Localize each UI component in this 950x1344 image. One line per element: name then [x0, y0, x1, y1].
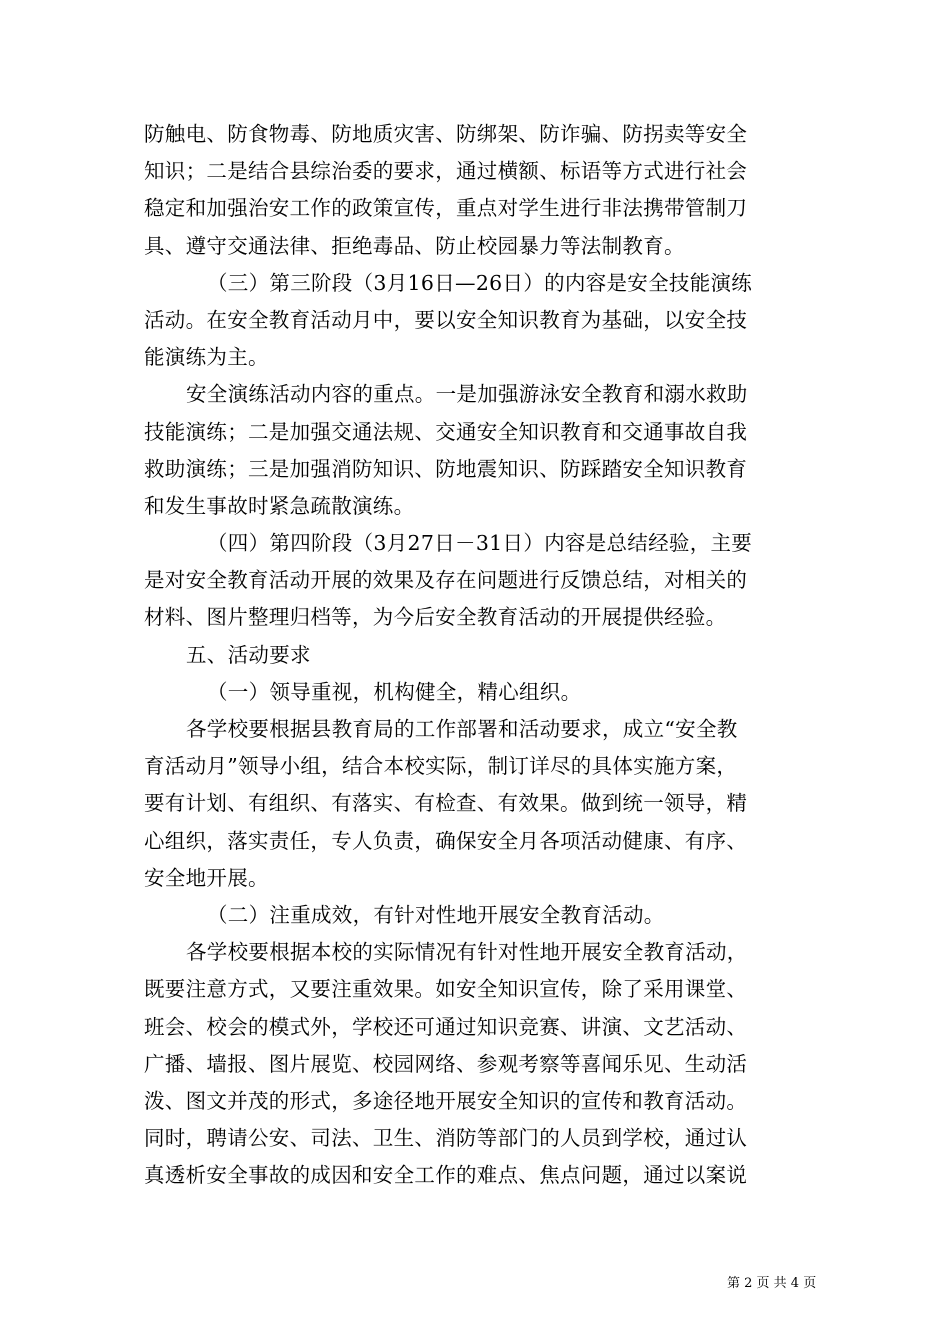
text-line: 安全地开展。 [144, 865, 269, 890]
text-line: 和发生事故时紧急疏散演练。 [144, 493, 415, 518]
text-line: 真透析安全事故的成因和安全工作的难点、焦点问题，通过以案说 [144, 1163, 748, 1188]
text-line: 具、遵守交通法律、拒绝毒品、防止校园暴力等法制教育。 [144, 233, 685, 258]
text-line: 五、活动要求 [186, 642, 311, 667]
text-line: 泼、图文并茂的形式，多途径地开展安全知识的宣传和教育活动。 [144, 1088, 748, 1113]
text-line: 活动。在安全教育活动月中，要以安全知识教育为基础，以安全技 [144, 307, 748, 332]
text-line: 防触电、防食物毒、防地质灾害、防绑架、防诈骗、防拐卖等安全 [144, 122, 748, 146]
text-line: 材料、图片整理归档等，为今后安全教育活动的开展提供经验。 [144, 605, 727, 630]
text-line: 知识；二是结合县综治委的要求，通过横额、标语等方式进行社会 [144, 159, 748, 184]
text-line: 广播、墙报、图片展览、校园网络、参观考察等喜闻乐见、生动活 [144, 1051, 748, 1076]
text-line: 技能演练；二是加强交通法规、交通安全知识教育和交通事故自我 [144, 419, 748, 444]
text-line: 班会、校会的模式外，学校还可通过知识竞赛、讲演、文艺活动、 [144, 1014, 748, 1039]
text-line: 稳定和加强治安工作的政策宣传，重点对学生进行非法携带管制刀 [144, 196, 748, 221]
text-line: 同时，聘请公安、司法、卫生、消防等部门的人员到学校，通过认 [144, 1126, 748, 1151]
text-line: （二）注重成效，有针对性地开展安全教育活动。 [207, 902, 665, 927]
text-line: （三）第三阶段（3月16日—26日）的内容是安全技能演练 [207, 270, 753, 295]
text-line: 救助演练；三是加强消防知识、防地震知识、防踩踏安全知识教育 [144, 456, 748, 481]
document-body [144, 116, 808, 1194]
text-line: 能演练为主。 [144, 345, 269, 370]
text-line: 既要注意方式，又要注重效果。如安全知识宣传，除了采用课堂、 [144, 977, 748, 1002]
text-line: （四）第四阶段（3月27日－31日）内容是总结经验，主要 [207, 531, 753, 556]
text-line: 是对安全教育活动开展的效果及存在问题进行反馈总结，对相关的 [144, 568, 748, 593]
text-line: （一）领导重视，机构健全，精心组织。 [207, 679, 582, 704]
text-line: 育活动月”领导小组，结合本校实际，制订详尽的具体实施方案， [144, 754, 738, 779]
text-line: 心组织，落实责任，专人负责，确保安全月各项活动健康、有序、 [144, 828, 748, 853]
text-line: 要有计划、有组织、有落实、有检查、有效果。做到统一领导，精 [144, 791, 748, 816]
text-line: 各学校要根据本校的实际情况有针对性地开展安全教育活动， [186, 940, 748, 965]
text-line: 各学校要根据县教育局的工作部署和活动要求，成立“安全教 [186, 717, 738, 741]
page-number: 第 2 页 共 4 页 [727, 1276, 817, 1291]
text-line: 安全演练活动内容的重点。一是加强游泳安全教育和溺水救助 [186, 382, 748, 407]
